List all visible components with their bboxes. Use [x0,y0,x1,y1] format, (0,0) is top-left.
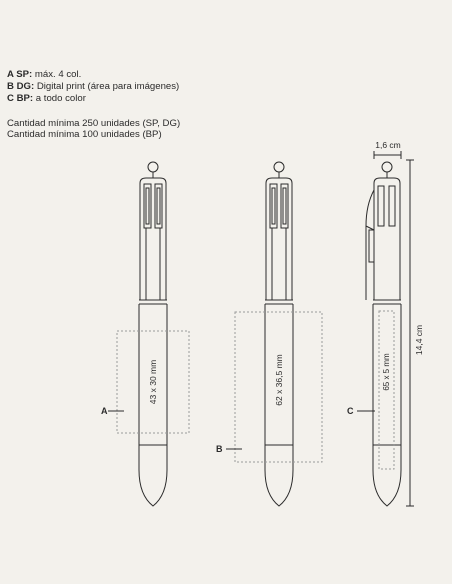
area-label-b: B [216,444,223,454]
pen-slider [378,186,384,226]
pen-slider [389,186,395,226]
pen-slider-right-inner [283,188,286,224]
pen-front-view-a [139,162,167,506]
legend-key-a: A SP: [7,69,33,80]
area-label-c: C [347,406,354,416]
pen-top-ring [382,162,392,172]
pen-barrel [373,304,401,506]
pen-slider-right [155,184,162,228]
legend-key-c: C BP: [7,93,34,104]
pen-slider-left-inner [146,188,149,224]
pen-top-ring [274,162,284,172]
pen-slider-left [144,184,151,228]
pen-clip-tip [369,230,374,262]
pen-slider-left [270,184,277,228]
legend-text-b: Digital print (área para imágenes) [36,81,180,92]
width-dimension-label: 1,6 cm [375,140,401,150]
height-dimension [406,160,414,506]
area-size-a: 43 x 30 mm [148,359,158,405]
pen-slider-right [281,184,288,228]
pen-side-view [366,162,401,506]
min-quantity-sp-dg: Cantidad mínima 250 unidades (SP, DG) [7,118,181,129]
pen-slider-left-inner [272,188,275,224]
legend-text-a: máx. 4 col. [34,69,82,80]
pen-clip [366,190,374,300]
height-dimension-label: 14,4 cm [414,324,424,356]
pen-slider-right-inner [157,188,160,224]
legend-text-c: a todo color [35,93,86,104]
area-size-b: 62 x 36,5 mm [274,354,284,406]
legend-key-b: B DG: [7,81,35,92]
area-size-c: 65 x 5 mm [382,353,391,391]
width-dimension [374,151,401,159]
pen-top-ring [148,162,158,172]
area-label-a: A [101,406,108,416]
pen-front-view-b [265,162,293,506]
min-quantity-bp: Cantidad mínima 100 unidades (BP) [7,129,162,140]
